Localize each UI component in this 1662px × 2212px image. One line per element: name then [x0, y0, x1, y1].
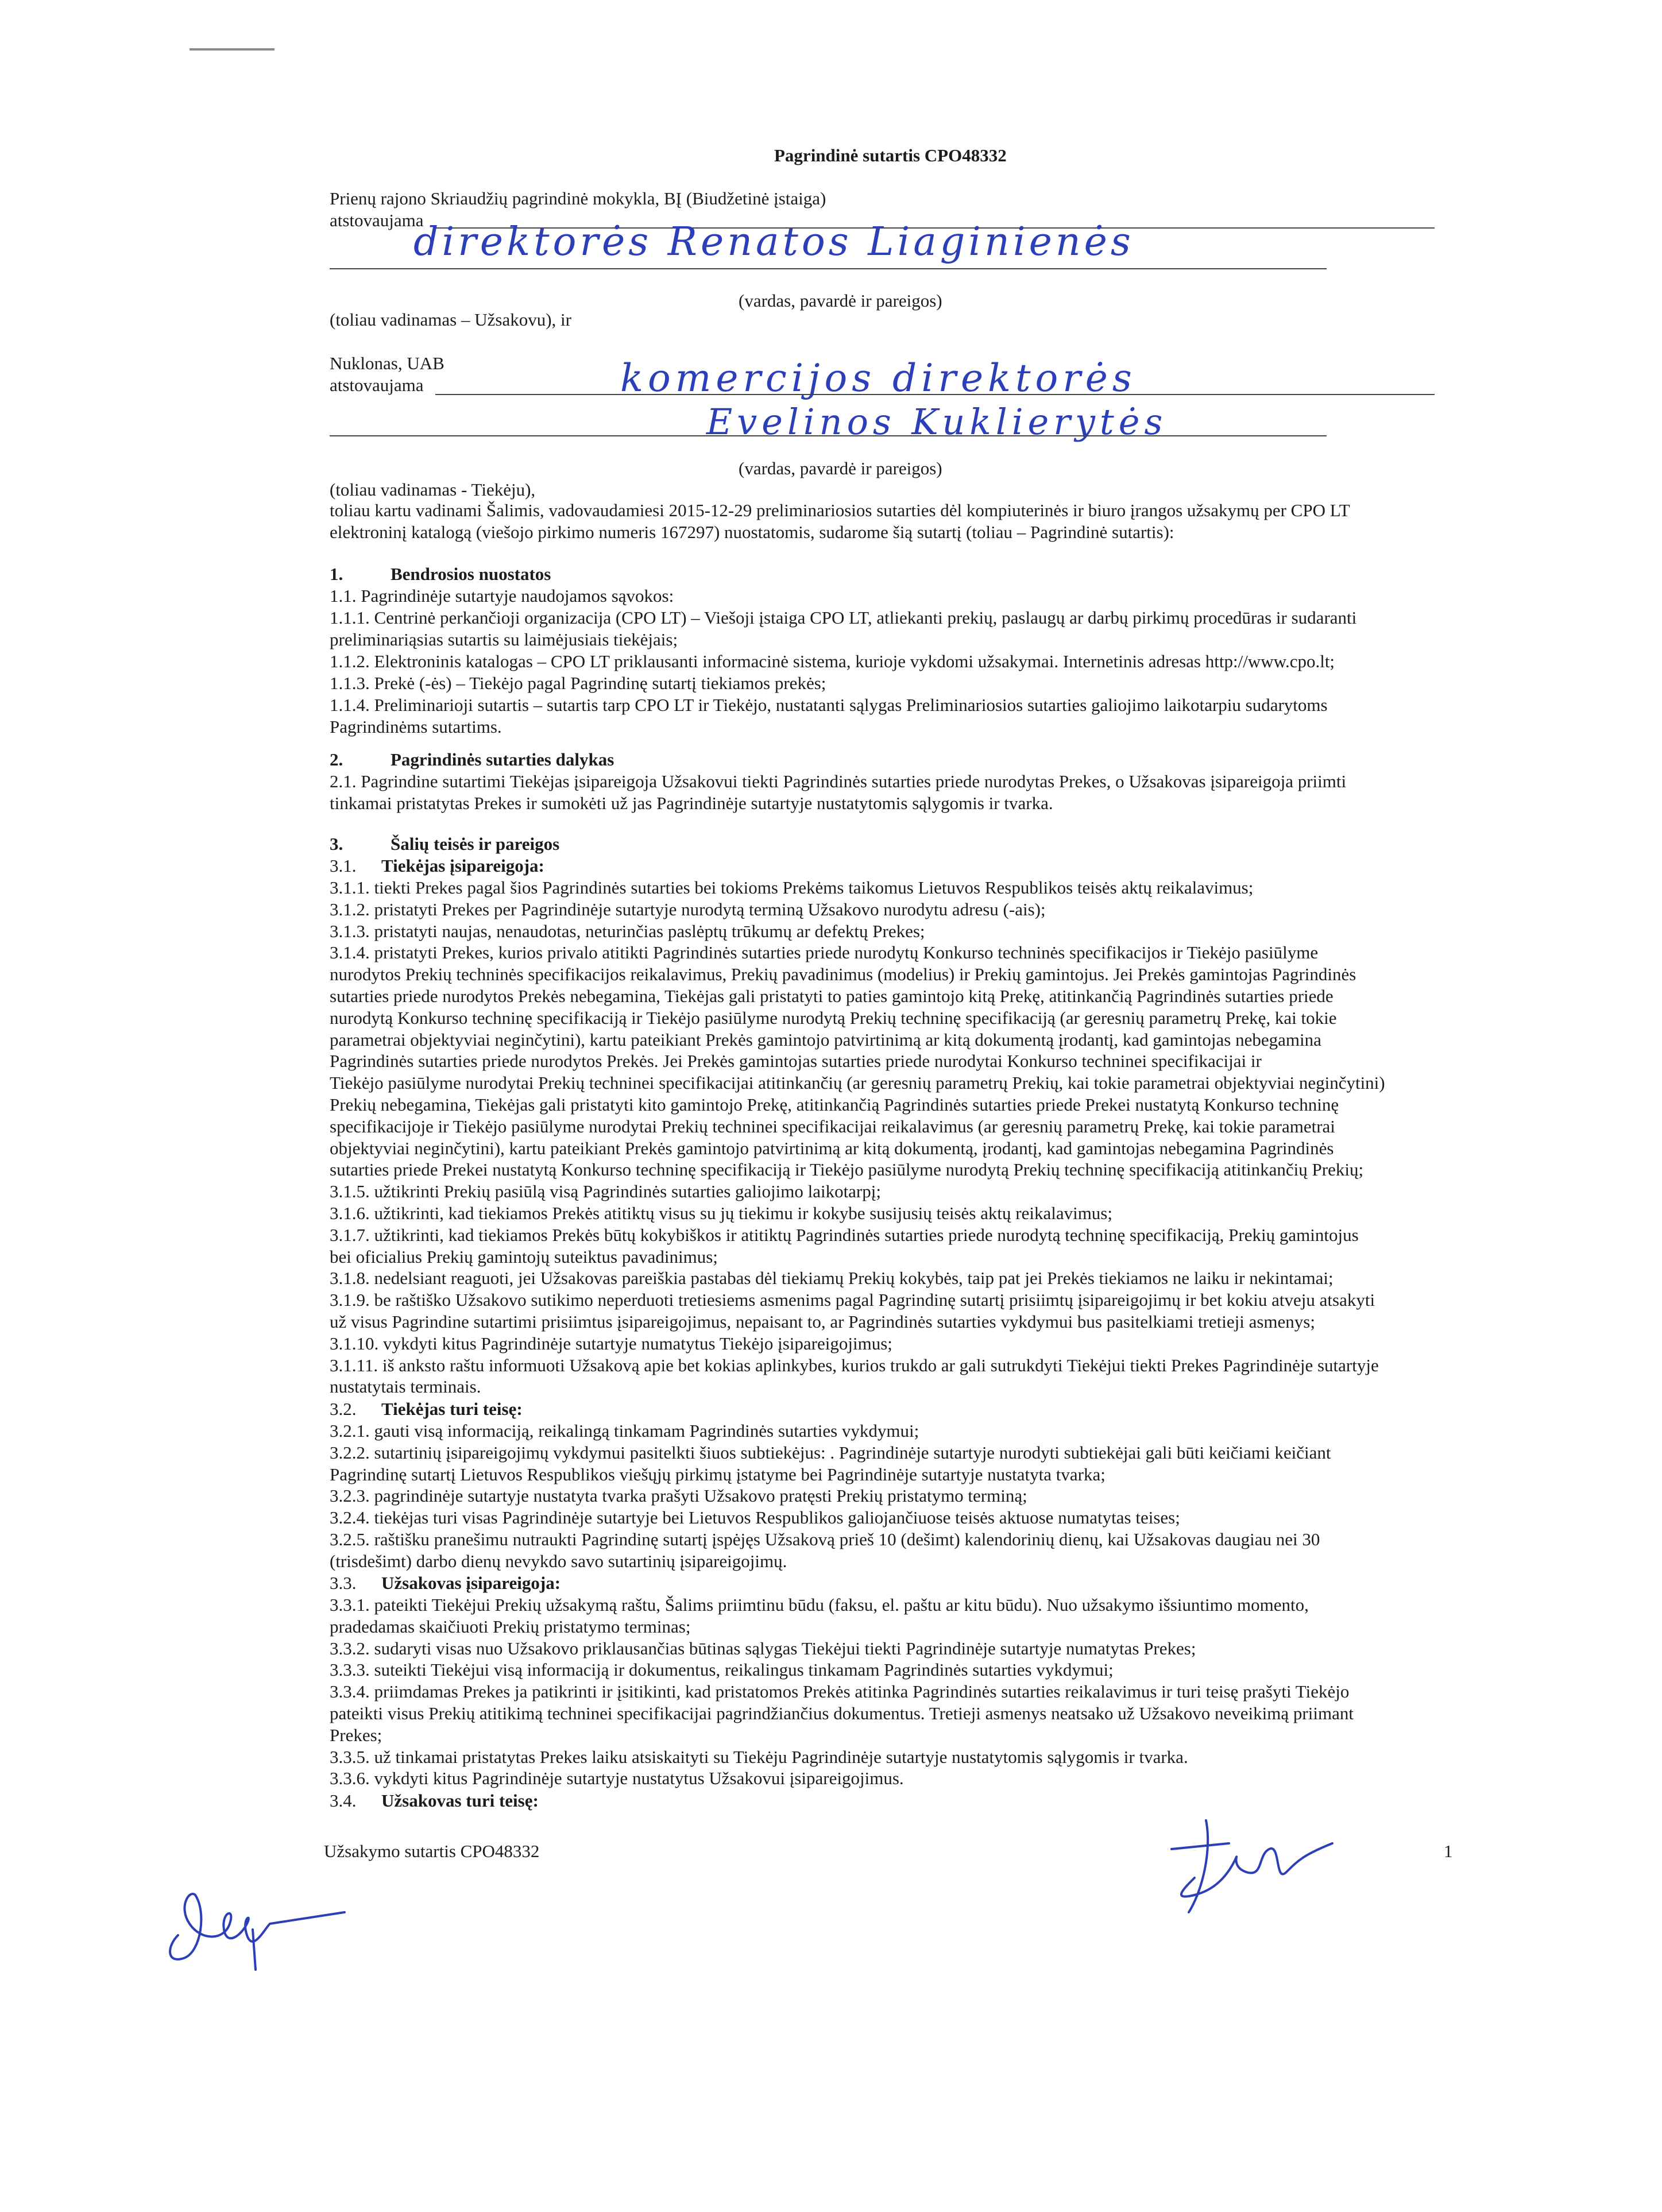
document-title: Pagrindinė sutartis CPO48332: [774, 145, 1007, 165]
customer-name: Prienų rajono Skriaudžių pagrindinė mokykla, BĮ (Biudžetinė įstaiga): [330, 188, 826, 208]
intro-line: elektroninį katalogą (viešojo pirkimo numeris 167297) nuostatomis, sudarome šią sutartį (toliau – Pagrindinė sutartis):: [330, 522, 1174, 542]
clause-line: 3.1.10. vykdyti kitus Pagrindinėje sutartyje numatytus Tiekėjo įsipareigojimus;: [330, 1333, 892, 1354]
section-1-number: 1.: [330, 564, 343, 584]
subsection-3-1-heading: Tiekėjas įsipareigoja:: [381, 856, 544, 876]
clause-line: 3.3.4. priimdamas Prekes ja patikrinti ir įsitikinti, kad pristatomos Prekės atitinka Pagrindinės sutarties reikalavimus ir turi teisę prašyti Tiekėjo: [330, 1681, 1350, 1702]
clause-line: 3.1.7. užtikrinti, kad tiekiamos Prekės būtų kokybiškos ir atitiktų Pagrindinės sutarties priede nurodytą techninę specifikaciją, Prekių gamintojus: [330, 1224, 1359, 1245]
signature-right: [1149, 1809, 1344, 1924]
clause-line: Pagrindinėms sutartims.: [330, 717, 502, 737]
clause-line: 3.1.6. užtikrinti, kad tiekiamos Prekės atitiktų visus su jų tiekimu ir kokybe susijusių teisės aktų reikalavimus;: [330, 1202, 1112, 1223]
subsection-3-3-heading: Užsakovas įsipareigoja:: [381, 1573, 561, 1593]
clause-line: 3.3.2. sudaryti visas nuo Užsakovo priklausančias būtinas sąlygas Tiekėjui tiekti Pagrindinėje sutartyje numatytas Prekes;: [330, 1638, 1196, 1658]
clause-line: 3.2.5. raštišku pranešimu nutraukti Pagrindinę sutartį įspėjęs Užsakovą prieš 10 (dešimt) kalendorinių dienų, kai Užsakovas daugiau nei 30: [330, 1529, 1320, 1549]
supplier-name: Nuklonas, UAB: [330, 353, 445, 373]
supplier-handwritten-line-2: Evelinos Kuklierytės: [706, 401, 1168, 443]
clause-line: preliminariąsias sutartis su laimėjusiais tiekėjais;: [330, 629, 678, 649]
clause-line: 3.3.3. suteikti Tiekėjui visą informaciją ir dokumentus, reikalingus tinkamam Pagrindinės sutarties vykdymui;: [330, 1660, 1114, 1680]
scan-mark: [190, 48, 275, 51]
footer-contract-ref: Užsakymo sutartis CPO48332: [324, 1841, 540, 1861]
clause-line: (trisdešimt) darbo dienų nevykdo savo sutartinių įsipareigojimų.: [330, 1550, 787, 1571]
section-3-3-body: [330, 1594, 1435, 1789]
clause-line: 2.1. Pagrindine sutartimi Tiekėjas įsipareigoja Užsakovui tiekti Pagrindinės sutarties priede nurodytas Prekes, o Užsakovas įsipareigoja priimti: [330, 771, 1347, 791]
customer-handwritten-rep: direktorės Renatos Liaginienės: [413, 219, 1134, 265]
clause-line: 3.2.3. pagrindinėje sutartyje nustatyta tvarka prašyti Užsakovo pratęsti Prekių pristatymo terminą;: [330, 1486, 1027, 1506]
clause-line: 3.1.5. užtikrinti Prekių pasiūlą visą Pagrindinės sutarties galiojimo laikotarpį;: [330, 1181, 881, 1202]
supplier-caption: (vardas, pavardė ir pareigos): [739, 458, 942, 478]
clause-line: nurodytą Konkurso techninę specifikaciją ir Tiekėjo pasiūlyme nurodytą Prekių techninę specifikaciją (ar geresnių parametrų Prekę, kai tokie: [330, 1007, 1337, 1028]
clause-line: 1.1. Pagrindinėje sutartyje naudojamos sąvokos:: [330, 586, 674, 606]
subsection-3-4-heading: Užsakovas turi teisę:: [381, 1791, 539, 1811]
clause-line: 3.1.2. pristatyti Prekes per Pagrindinėje sutartyje nurodytą terminą Užsakovo nurodytu adresu (-ais);: [330, 899, 1046, 919]
clause-line: 1.1.4. Preliminarioji sutartis – sutartis tarp CPO LT ir Tiekėjo, nustatanti sąlygas Preliminariosios sutarties galiojimo laikotarpiu sudarytoms: [330, 695, 1328, 715]
intro-line: toliau kartu vadinami Šalimis, vadovaudamiesi 2015-12-29 preliminariosios sutarties dėl kompiuterinės ir biuro įrangos užsakymų per CPO LT: [330, 500, 1350, 520]
customer-caption: (vardas, pavardė ir pareigos): [739, 291, 942, 311]
clause-line: pateikti visus Prekių atitikimą techninei specifikacijai pagrindžiančius dokumentus. Tretieji asmenys neatsako už Užsakovo neveikimą priimant: [330, 1703, 1354, 1723]
clause-line: 1.1.3. Prekė (-ės) – Tiekėjo pagal Pagrindinę sutartį tiekiamos prekės;: [330, 673, 826, 693]
clause-line: už visus Pagrindine sutartimi prisiimtus įsipareigojimus, nepaisant to, ar Pagrindinės sutarties vykdymui bus pasitelkiami tretieji asmenys;: [330, 1311, 1315, 1332]
supplier-line-1: [435, 394, 1435, 395]
clause-line: pradedamas skaičiuoti Prekių pristatymo terminas;: [330, 1616, 691, 1637]
clause-line: Prekes;: [330, 1724, 382, 1745]
subsection-3-4-number: 3.4.: [330, 1791, 357, 1811]
clause-line: 3.1.1. tiekti Prekes pagal šios Pagrindinės sutarties bei tokioms Prekėms taikomus Lietuvos Respublikos teisės aktų reikalavimus;: [330, 877, 1254, 898]
section-3-1-body: [330, 877, 1435, 1398]
section-2-body: [330, 771, 1435, 814]
clause-line: 3.2.2. sutartinių įsipareigojimų vykdymui pasitelkti šiuos subtiekėjus: . Pagrindinėje sutartyje nurodyti subtiekėjai gali būti keičiami keičiant: [330, 1442, 1331, 1463]
supplier-handwritten-line-1: komercijos direktorės: [620, 356, 1137, 400]
clause-line: 3.2.4. tiekėjas turi visas Pagrindinėje sutartyje bei Lietuvos Respublikos galiojančiuose teisės aktuose numatytas teises;: [330, 1507, 1180, 1528]
clause-line: tinkamai pristatytas Prekes ir sumokėti už jas Pagrindinėje sutartyje nustatytomis sąlygomis ir tvarka.: [330, 793, 1053, 813]
supplier-role: (toliau vadinamas - Tiekėju),: [330, 479, 536, 500]
subsection-3-2-number: 3.2.: [330, 1399, 357, 1419]
section-3-number: 3.: [330, 834, 343, 854]
clause-line: 1.1.2. Elektroninis katalogas – CPO LT priklausanti informacinė sistema, kurioje vykdomi užsakymai. Internetinis adresas http://www.cpo.lt;: [330, 651, 1335, 671]
supplier-line-2: [330, 435, 1327, 436]
section-3-2-body: [330, 1420, 1435, 1572]
clause-line: 3.1.8. nedelsiant reaguoti, jei Užsakovas pareiškia pastabas dėl tiekiamų Prekių kokybės, taip pat jei Prekės tiekiamos ne laiku ir nekintamai;: [330, 1268, 1334, 1289]
clause-line: 3.3.5. už tinkamai pristatytas Prekes laiku atsiskaityti su Tiekėju Pagrindinėje sutartyje nustatytomis sąlygomis ir tvarka.: [330, 1746, 1188, 1767]
clause-line: specifikacijoje ir Tiekėjo pasiūlyme nurodytai Prekių techninei specifikacijai reikalavimus (ar geresnių parametrų Prekę, kai tokie parametrai: [330, 1116, 1335, 1136]
customer-line-2: [330, 268, 1327, 269]
clause-line: bei oficialius Prekių gamintojų suteiktus pavadinimus;: [330, 1246, 718, 1267]
clause-line: 3.1.3. pristatyti naujas, nenaudotas, neturinčias paslėptų trūkumų ar defektų Prekes;: [330, 921, 925, 941]
clause-line: Pagrindinę sutartį Lietuvos Respublikos viešųjų pirkimų įstatyme bei Pagrindinėje sutartyje nustatyta tvarka;: [330, 1464, 1106, 1484]
section-2-number: 2.: [330, 749, 343, 769]
clause-line: nurodytos Prekių techninės specifikacijos reikalavimus, Prekių pavadinimus (modelius) ir Prekių gamintojus. Jei Prekės gamintojas Pagrindinės: [330, 964, 1356, 985]
clause-line: 3.1.9. be raštiško Užsakovo sutikimo neperduoti tretiesiems asmenims pagal Pagrindinę sutartį prisiimtų įsipareigojimų ir bet kokiu atveju atsakyti: [330, 1290, 1375, 1310]
supplier-represented-label: atstovaujama: [330, 375, 424, 395]
clause-line: sutarties priede Prekei nustatytą Konkurso techninę specifikaciją ir Tiekėjo pasiūlyme nurodytą Prekių techninę specifikaciją atitinkančių Prekių;: [330, 1159, 1364, 1180]
section-2-heading: Pagrindinės sutarties dalykas: [391, 749, 614, 769]
subsection-3-3-number: 3.3.: [330, 1573, 357, 1593]
clause-line: nustatytais terminais.: [330, 1376, 481, 1397]
subsection-3-2-heading: Tiekėjas turi teisę:: [381, 1399, 523, 1419]
section-1-body: [330, 585, 1435, 738]
clause-line: sutarties priede nurodytos Prekės nebegamina, Tiekėjas gali pristatyti to paties gamintojo kitą Prekę, atitinkančią Pagrindinės sutarties priede: [330, 985, 1334, 1006]
clause-line: 3.2.1. gauti visą informaciją, reikalingą tinkamam Pagrindinės sutarties vykdymui;: [330, 1421, 919, 1441]
intro-paragraph: [330, 500, 1435, 543]
clause-line: Tiekėjo pasiūlyme nurodytai Prekių techninei specifikacijai atitinkančių (ar geresnių parametrų Prekių, kai tokie parametrai objektyviai neginčytini): [330, 1073, 1385, 1093]
customer-represented-label: atstovaujama: [330, 210, 424, 230]
clause-line: 3.3.6. vykdyti kitus Pagrindinėje sutartyje nustatytus Užsakovui įsipareigojimus.: [330, 1768, 904, 1789]
section-3-heading: Šalių teisės ir pareigos: [391, 834, 560, 854]
clause-line: 1.1.1. Centrinė perkančioji organizacija (CPO LT) – Viešoji įstaiga CPO LT, atliekanti prekių, paslaugų ar darbų pirkimų procedūras ir sudaranti: [330, 608, 1357, 628]
signature-left: [155, 1872, 362, 1975]
clause-line: 3.1.4. pristatyti Prekes, kurios privalo atitikti Pagrindinės sutarties priede nurodytų Konkurso techninės specifikacijos ir Tiekėjo pasiūlyme: [330, 942, 1319, 963]
subsection-3-1-number: 3.1.: [330, 856, 357, 876]
clause-line: 3.3.1. pateikti Tiekėjui Prekių užsakymą raštu, Šalims priimtinu būdu (faksu, el. paštu ar kitu būdu). Nuo užsakymo išsiuntimo momento,: [330, 1595, 1309, 1615]
clause-line: Prekių nebegamina, Tiekėjas gali pristatyti kito gamintojo Prekę, atitinkančią Pagrindinės sutarties priede Prekei nustatytą Konkurso techninę: [330, 1094, 1339, 1115]
clause-line: parametrai objektyviai neginčytini), kartu pateikiant Prekės gamintojo patvirtinimą ar kitą dokumentą įrodantį, kad gamintojas nebegamina: [330, 1029, 1321, 1050]
section-1-heading: Bendrosios nuostatos: [391, 564, 551, 584]
clause-line: 3.1.11. iš anksto raštu informuoti Užsakovą apie bet kokias aplinkybes, kurios trukdo ar gali sutrukdyti Tiekėjui tiekti Prekes Pagrindinėje sutartyje: [330, 1355, 1379, 1375]
clause-line: Pagrindinės sutarties priede nurodytos Prekės. Jei Prekės gamintojas sutarties priede nurodytai Konkurso techninei specifikacijai ir: [330, 1051, 1262, 1072]
footer-page-number: 1: [1444, 1841, 1453, 1861]
clause-line: objektyviai neginčytini), kartu pateikiant Prekės gamintojo patvirtinimą ar kitą dokumentą, įrodantį, kad gamintojas nebegamina Pagrindinės: [330, 1138, 1334, 1158]
customer-role: (toliau vadinamas – Užsakovu), ir: [330, 310, 571, 330]
